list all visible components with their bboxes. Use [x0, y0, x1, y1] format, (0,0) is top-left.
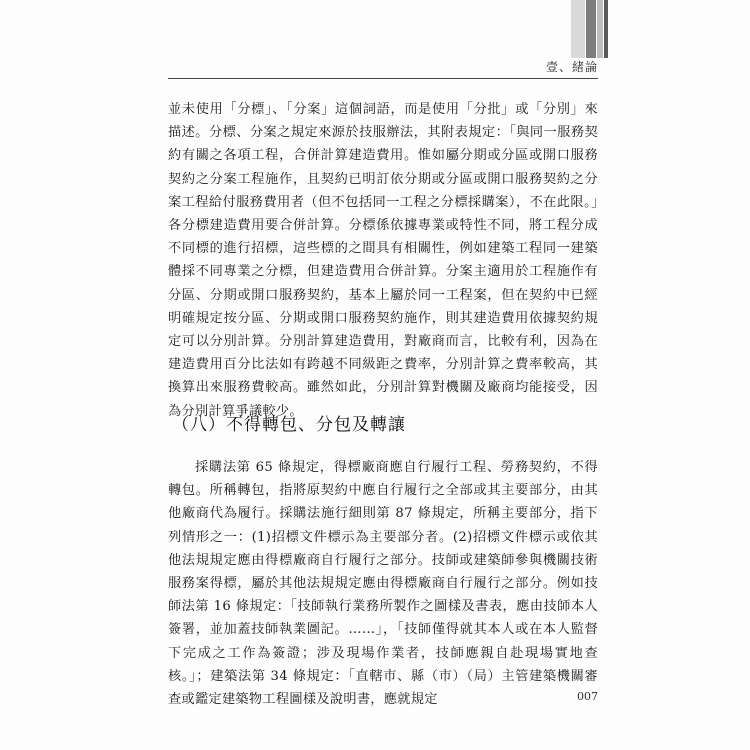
- body-paragraph: 並未使用「分標」、「分案」這個詞語，而是使用「分批」或「分別」來描述。分標、分案之規定來源於技服辦法，其附表規定：「與同一服務契約有關之各項工程，合併計算建造費用。惟如屬分期或分區或開口服務契約之分案工程施作，且契約已明訂依分期或分區或開口服務契約之分案工程給付服務費用者（但不包括同一工程之分標採購案），不在此限。」各分標建造費用要合併計算。分標係依據專業或特性不同，將工程分成不同標的進行招標，這些標的之間具有相關性，例如建築工程同一建築體採不同專業之分標，但建造費用合併計算。分案主適用於工程施作有分區、分期或開口服務契約，基本上屬於同一工程案，但在契約中已經明確規定按分區、分期或開口服務契約施作，則其建造費用依據契約規定可以分別計算。分別計算建造費用，對廠商而言，比較有利，因為在建造費用百分比法如有跨越不同級距之費率，分別計算之費率較高，其換算出來服務費較高。雖然如此，分別計算對機關及廠商均能接受，因為分別計算爭議較少。: [168, 102, 598, 419]
- thumb-tab-bar: [571, 0, 585, 58]
- thumb-tab-bar: [597, 0, 603, 58]
- running-head: 壹、緒論: [545, 60, 598, 74]
- section-heading: （八）不得轉包、分包及轉讓: [172, 415, 406, 435]
- thumb-tab-bar: [586, 0, 596, 58]
- thumb-tab-bar: [604, 0, 608, 58]
- page-number: 007: [577, 690, 598, 703]
- header-rule: [168, 78, 598, 79]
- body-paragraph: 採購法第 65 條規定，得標廠商應自行履行工程、勞務契約，不得轉包。所稱轉包，指將原契約中應自行履行之全部或其主要部分，由其他廠商代為履行。採購法施行細則第 87 條規定，所稱主要部分，指下列情形之一：(1)招標文件標示為主要部分者。(2)招標文件標示或依其他法規規定應由得標廠商自行履行之部分。技師或建築師參與機關技術服務案得標，屬於其他法規規定應由得標廠商自行履行之部分。例如技師法第 16 條規定：「技師執行業務所製作之圖樣及書表，應由技師本人簽署，並加蓋技師執業圖記。……」，「技師僅得就其本人或在本人監督下完成之工作為簽證；涉及現場作業者，技師應親自赴現場實地查核。」；建築法第 34 條規定：「直轄市、縣（市）（局）主管建築機關審查或鑑定建築物工程圖樣及說明書，應就規定: [168, 460, 598, 708]
